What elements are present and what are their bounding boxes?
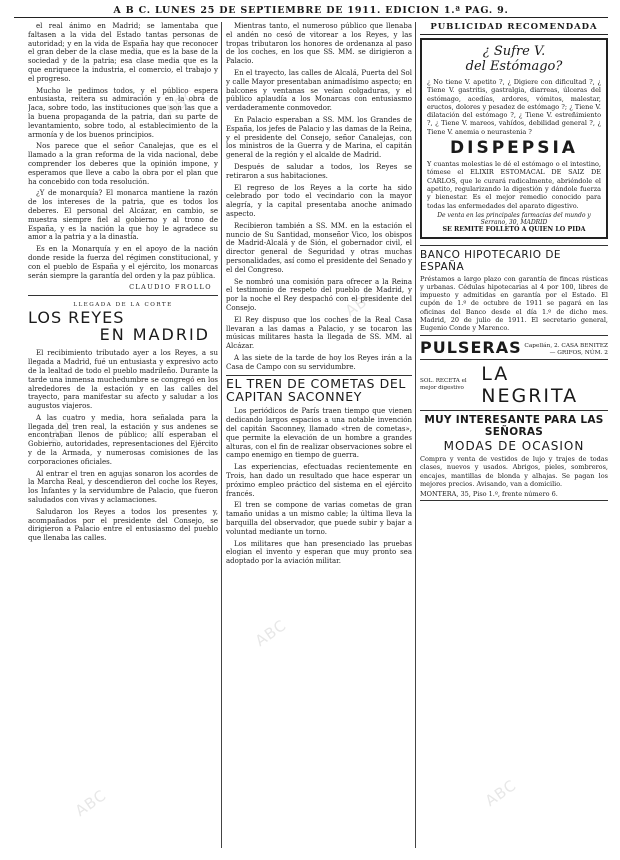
article-paragraph: Después de saludar a todos, los Reyes se retiraron a sus habitaciones. [226, 162, 412, 180]
column-3 [420, 22, 608, 852]
article-paragraph: A las siete de la tarde de hoy los Reyes irán a la Casa de Campo con su servidumbre. [226, 353, 412, 371]
article-paragraph: Los periódicos de París traen tiempo que vienen dedicando largos espacios a una notable invención del capitán Saconney, llamado «tren de cometas», que permite la elevación de un hombre a grandes alturas, con el fin de realizar observaciones sobre el campo enemigo en tiempo de guerra. [226, 407, 412, 460]
article-paragraph: ¿Y de monarquía? El monarca mantiene la razón de los intereses de la patria, que es todos los deberes. El personal del Alcázar, en cambio, se muestra siempre fiel al gobierno y al trono de España, y es la nación la que hoy le agradece su amor a la patria y a la dinastía. [28, 189, 218, 242]
column-rule [415, 22, 416, 848]
article-paragraph: El tren se compone de varias cometas de gran tamaño unidas a un mismo cable; la última lleva la barquilla del observador, que puede subir y bajar a voluntad mediante un torno. [226, 501, 412, 536]
ad-footer: De venta en las principales farmacias del mundo y Serrano, 30, MADRID [437, 211, 591, 226]
article-paragraph: Mientras tanto, el numeroso público que llenaba el andén no cesó de vitorear a los Reyes, y las tropas tributaron los honores de ordenanza al paso de los coches, en los que SS. MM. se dirigieron a Palacio. [226, 22, 412, 66]
modas-ad-headline: MUY INTERESANTE PARA LAS SEÑORAS [424, 414, 604, 439]
ad-dispepsia-word: DISPEPSIA [450, 138, 578, 159]
article-paragraph: El Rey dispuso que los coches de la Real Casa llevaran a las damas a Palacio, y se tocaron las músicas militares hasta la llegada de SS. MM. al Alcázar. [226, 315, 412, 351]
watermark-logo: ABC [341, 285, 380, 321]
headline-line-1: LOS REYES [28, 308, 125, 328]
ad-footer-note: SE REMITE FOLLETO A QUIEN LO PIDA [442, 225, 586, 233]
ad-question-line-2: del Estómago? [465, 59, 563, 74]
modas-address: MONTERA, 35, Piso 1.º, frente número 6. [420, 490, 558, 499]
negrita-ad [420, 363, 608, 411]
pulseras-ad [420, 335, 608, 360]
article-paragraph: Recibieron también a SS. MM. en la estación el nuncio de Su Santidad, monseñor Vico, los obispos de Madrid-Alcalá y de Sión, el gobernador civil, el director general de Seguridad y otras muchas personalidades, así como el presidente del Senado y el del Congreso. [226, 221, 412, 274]
article-paragraph: El recibimiento tributado ayer a los Reyes, a su llegada a Madrid, fué un entusiasta y expresivo acto de la lealtad de todo el pueblo madrileño. Durante la tarde una inmensa muchedumbre se congregó en los alrededores de la estación y en las calles del trayecto, para manifestar su afecto y saludar a los augustos viajeros. [28, 349, 218, 411]
article-paragraph: Es en la Monarquía y en el apoyo de la nación donde reside la fuerza del régimen constitucional, y con el pueblo de España y el ejército, los monarcas serán siempre la garantía del orden y la paz pública. [28, 245, 218, 280]
ad-question-line-1: ¿ Sufre V. [482, 44, 546, 59]
watermark-logo: ABC [41, 415, 80, 451]
banco-title: BANCO HIPOTECARIO DE ESPAÑA [420, 245, 608, 273]
advertising-section-head: PUBLICIDAD RECOMENDADA [420, 22, 608, 35]
banco-body: Préstamos a largo plazo con garantía de fincas rústicas y urbanas. Cédulas hipotecarias al 4 por 100, libres de impuesto y admitidas en garantía por el Estado. El cupón de 1.º de octubre de 1911 se pagará en las oficinas del Banco desde el día 1.º de dicho mes. Madrid, 20 de julio de 1911. El secretario general, Eugenio Conde y Marenco. [420, 274, 608, 333]
newspaper-page [14, 4, 608, 854]
article-paragraph: Mucho le pedimos todos, y el público espera entusiasta, reitera su admiración y en la obra de Jaca, sobre todo, las instituciones que son las que a la buena propaganda de la patria, dan su parte de levantamiento, sobre todo, al establecimiento de la armonía y de los buenos principios. [28, 86, 218, 139]
pulseras-word: PULSERAS [420, 338, 522, 358]
article-paragraph: Nos parece que el señor Canalejas, que es el llamado a la gran reforma de la vida nacional, debe comprender los deberes que la opinión impone, y esperamos que lleve a cabo la obra por el plan que ha concebido con toda resolución. [28, 142, 218, 186]
page-masthead: A B C. LUNES 25 DE SEPTIEMBRE DE 1911. EDICION 1.ª PAG. 9. [14, 4, 608, 18]
article-paragraph: A las cuatro y media, hora señalada para la llegada del tren real, la estación y sus andenes se encontraban llenos de público; allí esperaban el Gobierno, autoridades, representaciones del Ejército y de la Armada, y numerosas comisiones de las corporaciones oficiales. [28, 413, 218, 466]
article-paragraph: Saludaron los Reyes a todos los presentes y, acompañados por el presidente del Consejo, se dirigieron a Palacio entre el entusiasmo del pueblo que llenaba las calles. [28, 507, 218, 543]
pulseras-address: Capellán, 2. CASA BENITEZ — GRIFOS, NÚM. 2 [524, 343, 608, 357]
modas-body: Compra y venta de vestidos de lujo y trajes de todas clases, nuevos y usados. Abrigos, pieles, sombreros, encajes, mantillas de blonda y alhajas. Se pagan los mejores precios. Avisando, van a domicilio. [420, 455, 608, 488]
article-paragraph: el real ánimo en Madrid; se lamentaba que faltasen a la vida del Estado tantas personas de autoridad; y en la vida de España hay que reconocer el gran deber de la clase media, que es la base de la sociedad y de la patria; esa clase media que es la que enriquece la industria, el comercio, el trabajo y el progreso. [28, 22, 218, 83]
watermark-logo: ABC [71, 785, 110, 821]
author-signature: CLAUDIO FROLLO [129, 283, 212, 292]
columns [14, 22, 608, 852]
watermark-logo: ABC [161, 85, 200, 121]
column-1 [28, 22, 218, 852]
column-rule [221, 22, 222, 848]
headline-line-2: EN MADRID [99, 325, 210, 345]
article-paragraph: Al entrar el tren en agujas sonaron los acordes de la Marcha Real, y descendieron del coche los Reyes, los Infantes y la servidumbre de Palacio, que fueron saludados con vivas y aclamaciones. [28, 469, 218, 505]
article-paragraph: Las experiencias, efectuadas recientemente en Trois, han dado un resultado que hace esperar un próximo empleo práctico del sistema en el ejército francés. [226, 463, 412, 498]
article-paragraph: El regreso de los Reyes a la corte ha sido celebrado por todo el vecindario con la mayor alegría, y la capital presentaba anoche animado aspecto. [226, 183, 412, 218]
watermark-logo: ABC [481, 775, 520, 811]
negrita-word: LA NEGRITA [481, 363, 579, 408]
negrita-side-text: SOL. RECETA el mejor digestivo [420, 378, 467, 392]
section-label: LLEGADA DE LA CORTE [73, 302, 173, 309]
article-paragraph: En el trayecto, las calles de Alcalá, Puerta del Sol y calle Mayor presentaban animadísimo aspecto; en balcones y ventanas se veían colgaduras, y el público aplaudía a los Monarcas con entusiasmo verdaderamente conmovedor. [226, 68, 412, 113]
modas-title: MODAS DE OCASION [443, 439, 585, 454]
section-divider [28, 295, 218, 296]
ad-body-text: Y cuantas molestias le dé el estómago o el intestino, tómese el ELIXIR ESTOMACAL DE SAIZ DE CARLOS, que le curará radicalmente, abriéndole el apetito, regularizando la digestión y dándole fuerza y bienestar. Es el mejor remedio conocido para todas las enfermedades del aparato digestivo. [427, 160, 601, 210]
column-2 [226, 22, 412, 852]
section-divider [420, 500, 608, 501]
article-paragraph: Se nombró una comisión para ofrecer a la Reina el testimonio de respeto del pueblo de Madrid, y por la noche el Rey despachó con el presidente del Consejo. [226, 277, 412, 312]
watermark-logo: ABC [251, 615, 290, 651]
article-paragraph: En Palacio esperaban a SS. MM. los Grandes de España, los jefes de Palacio y las damas de la Reina, y el presidente del Consejo, señor Canalejas, con los ministros de la Guerra y de Marina, el capitán general de la región y el alcalde de Madrid. [226, 115, 412, 160]
ad-body-text: ¿ No tiene V. apetito ?, ¿ Digiere con dificultad ?, ¿ Tiene V. gastritis, gastralgia, diarreas, úlceras del estómago, acedías, ardores, vómitos, malestar, eructos, dolores y pesadez de estómago ?; ¿ Tiene V. dilatación del estómago ?, ¿ Tiene V. estreñimiento ?, ¿ Tiene V. mareos, vahídos, debilidad general ?, ¿ Tiene V. anemia o neurastenia ? [427, 78, 601, 136]
article-paragraph: Los militares que han presenciado las pruebas elogian el invento y esperan que muy pronto sea adoptado por la aviación militar. [226, 539, 412, 566]
cometas-headline: EL TREN DE COMETAS DEL CAPITAN SACONNEY [226, 376, 406, 404]
stomach-remedy-ad [420, 38, 608, 239]
